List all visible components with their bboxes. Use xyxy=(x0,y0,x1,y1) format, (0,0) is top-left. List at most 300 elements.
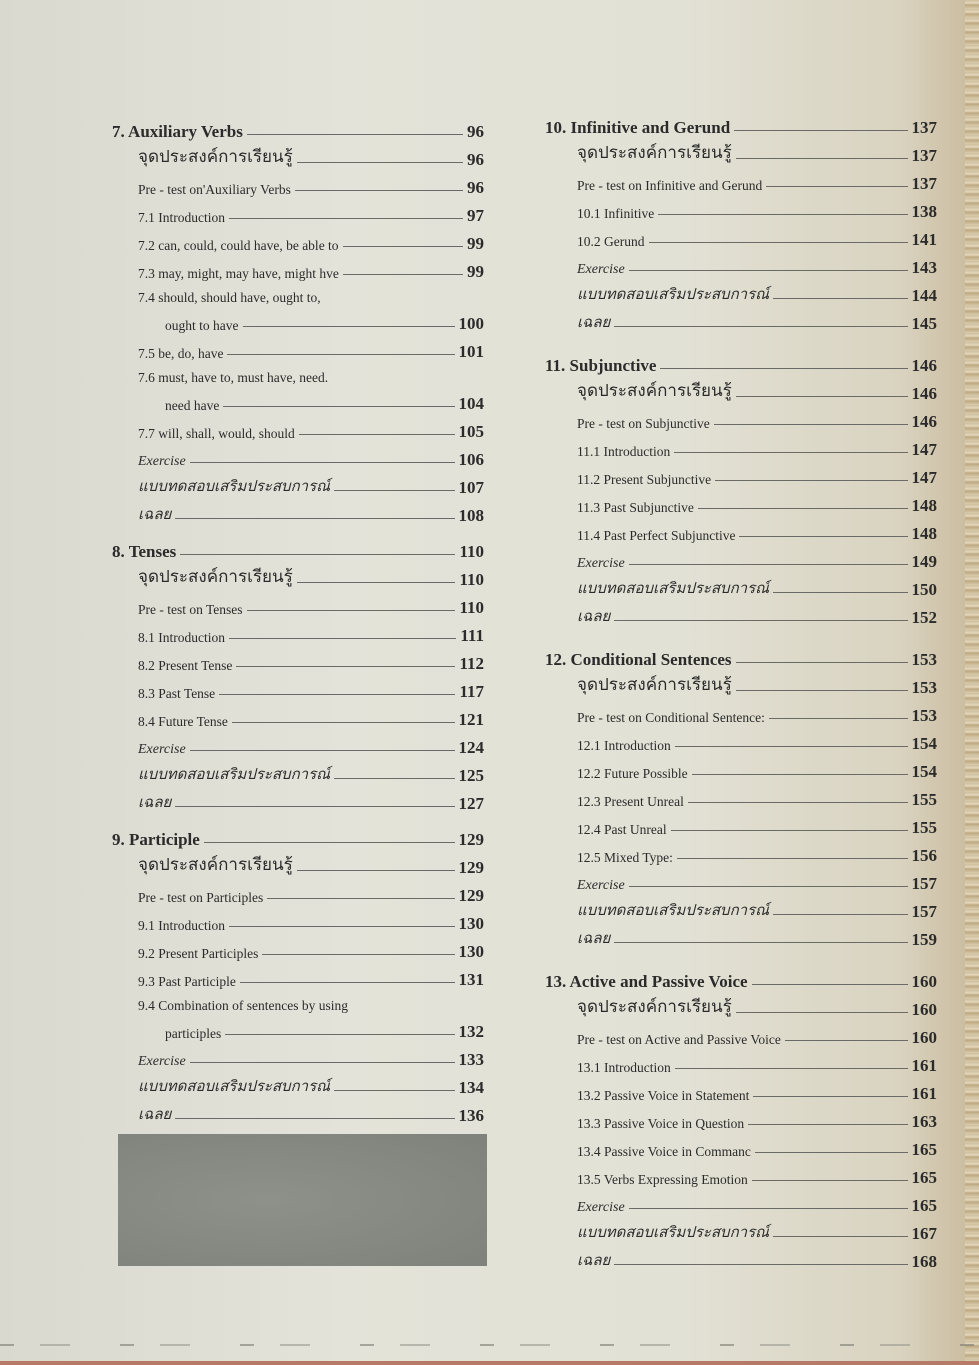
leader-line xyxy=(204,842,455,843)
page-number: 153 xyxy=(911,678,937,697)
page-number: 131 xyxy=(458,970,484,989)
toc-entry[interactable] xyxy=(545,782,937,810)
leader-line xyxy=(698,508,908,509)
page-number: 150 xyxy=(911,580,937,599)
entry-label: 7.4 should, should have, ought to, xyxy=(138,290,321,305)
page-number: 165 xyxy=(911,1168,937,1187)
leader-line xyxy=(766,186,907,187)
page-number: 157 xyxy=(911,902,937,921)
entry-label: เฉลย xyxy=(138,507,172,523)
page-number: 104 xyxy=(458,394,484,413)
chapter-block xyxy=(545,962,937,1272)
page-number: 99 xyxy=(467,262,484,281)
page-number: 96 xyxy=(467,178,484,197)
chapter-block xyxy=(545,108,937,334)
toc-entry[interactable] xyxy=(545,600,937,628)
toc-entry[interactable] xyxy=(545,1244,937,1272)
leader-line xyxy=(736,662,908,663)
entry-label: 8. Tenses xyxy=(112,542,177,561)
entry-label: Exercise xyxy=(577,1200,625,1215)
entry-label: แบบทดสอบเสริมประสบการณ์ xyxy=(577,287,770,303)
toc-entry[interactable] xyxy=(545,838,937,866)
page-number: 156 xyxy=(911,846,937,865)
leader-line xyxy=(660,368,907,369)
page-number: 129 xyxy=(458,886,484,905)
toc-entry[interactable] xyxy=(112,1098,484,1126)
page-number: 159 xyxy=(911,930,937,949)
leader-line xyxy=(753,1096,907,1097)
entry-label: จุดประสงค์การเรียนรู้ xyxy=(138,855,293,874)
page-number: 133 xyxy=(458,1050,484,1069)
entry-label: Pre - test on Tenses xyxy=(138,602,243,617)
page-number: 168 xyxy=(911,1252,937,1271)
toc-entry[interactable] xyxy=(545,544,937,572)
leader-line xyxy=(748,1124,907,1125)
page-number: 145 xyxy=(911,314,937,333)
toc-entry[interactable] xyxy=(545,1216,937,1244)
page-number: 153 xyxy=(911,706,937,725)
entry-label: เฉลย xyxy=(138,1107,172,1123)
toc-entry[interactable] xyxy=(112,850,484,878)
page-number: 138 xyxy=(911,202,937,221)
toc-entry[interactable] xyxy=(112,702,484,730)
entry-label: Exercise xyxy=(138,742,186,757)
leader-line xyxy=(225,1034,454,1035)
leader-line xyxy=(677,858,908,859)
page-number: 165 xyxy=(911,1140,937,1159)
page-number: 129 xyxy=(458,858,484,877)
leader-line xyxy=(785,1040,908,1041)
toc-entry[interactable] xyxy=(112,786,484,814)
leader-line xyxy=(243,326,455,327)
toc-right-column xyxy=(545,108,937,1284)
page-number: 161 xyxy=(911,1056,937,1075)
page-edge xyxy=(965,0,979,1365)
toc-entry[interactable] xyxy=(112,562,484,590)
leader-line xyxy=(614,1264,907,1265)
leader-line xyxy=(262,954,454,955)
entry-label: 11.1 Introduction xyxy=(577,444,671,459)
entry-label: 11.2 Present Subjunctive xyxy=(577,472,712,487)
toc-entry[interactable] xyxy=(112,590,484,618)
chapter-block xyxy=(545,346,937,628)
page-number: 137 xyxy=(911,174,937,193)
toc-entry[interactable] xyxy=(545,754,937,782)
leader-line xyxy=(299,434,455,435)
leader-line xyxy=(752,984,908,985)
leader-line xyxy=(614,620,907,621)
page-number: 105 xyxy=(458,422,484,441)
leader-line xyxy=(175,1118,454,1119)
toc-entry[interactable] xyxy=(545,894,937,922)
entry-label: need have xyxy=(165,398,220,413)
page-number: 154 xyxy=(911,762,937,781)
leader-line xyxy=(675,1068,908,1069)
toc-entry[interactable] xyxy=(112,1070,484,1098)
toc-entry[interactable] xyxy=(112,906,484,934)
entry-label: แบบทดสอบเสริมประสบการณ์ xyxy=(138,1079,331,1095)
page-number: 130 xyxy=(458,914,484,933)
leader-line xyxy=(229,638,456,639)
toc-entry[interactable] xyxy=(545,138,937,166)
leader-line xyxy=(674,452,907,453)
toc-entry[interactable] xyxy=(112,414,484,442)
leader-line xyxy=(629,564,908,565)
entry-label: 13. Active and Passive Voice xyxy=(545,972,748,991)
chapter-block xyxy=(112,820,484,1126)
toc-entry[interactable] xyxy=(545,376,937,404)
chapter-block xyxy=(112,112,484,526)
leader-line xyxy=(773,1236,907,1237)
page-number: 110 xyxy=(459,598,484,617)
entry-label: 13.5 Verbs Expressing Emotion xyxy=(577,1172,748,1187)
entry-label: 11.4 Past Perfect Subjunctive xyxy=(577,528,736,543)
toc-entry[interactable] xyxy=(112,618,484,646)
page-number: 97 xyxy=(467,206,484,225)
page-number: 141 xyxy=(911,230,937,249)
toc-entry[interactable] xyxy=(112,142,484,170)
leader-line xyxy=(688,802,908,803)
entry-label: 8.2 Present Tense xyxy=(138,658,233,673)
toc-entry[interactable] xyxy=(545,992,937,1020)
entry-label: จุดประสงค์การเรียนรู้ xyxy=(138,147,293,166)
entry-label: 13.3 Passive Voice in Question xyxy=(577,1116,745,1131)
leader-line xyxy=(773,298,907,299)
toc-entry[interactable] xyxy=(545,1160,937,1188)
entry-label: 9.2 Present Participles xyxy=(138,946,259,961)
entry-label: 11.3 Past Subjunctive xyxy=(577,500,694,515)
toc-entry[interactable] xyxy=(545,1132,937,1160)
page-number: 129 xyxy=(458,830,484,849)
entry-label: 10. Infinitive and Gerund xyxy=(545,118,731,137)
leader-line xyxy=(614,942,907,943)
toc-entry[interactable] xyxy=(545,488,937,516)
page-number: 101 xyxy=(458,342,484,361)
leader-line xyxy=(190,1062,455,1063)
page-number: 167 xyxy=(911,1224,937,1243)
chapter-heading[interactable] xyxy=(112,820,484,850)
entry-label: 13.4 Passive Voice in Commanc xyxy=(577,1144,751,1159)
toc-entry[interactable] xyxy=(545,432,937,460)
leader-line xyxy=(227,354,454,355)
entry-label: 12.1 Introduction xyxy=(577,738,671,753)
page-number: 96 xyxy=(467,122,484,141)
entry-label: จุดประสงค์การเรียนรู้ xyxy=(138,567,293,586)
leader-line xyxy=(343,246,463,247)
toc-entry[interactable] xyxy=(112,198,484,226)
toc-entry-line1[interactable] xyxy=(112,990,484,1014)
toc-entry[interactable] xyxy=(112,226,484,254)
toc-entry[interactable] xyxy=(545,194,937,222)
page-number: 148 xyxy=(911,496,937,515)
entry-label: 13.1 Introduction xyxy=(577,1060,671,1075)
toc-entry[interactable] xyxy=(112,962,484,990)
page-number: 160 xyxy=(911,972,937,991)
entry-label: 11. Subjunctive xyxy=(545,356,657,375)
leader-line xyxy=(223,406,454,407)
entry-label: 8.4 Future Tense xyxy=(138,714,228,729)
toc-entry[interactable] xyxy=(112,1014,484,1042)
leader-line xyxy=(752,1180,908,1181)
page-number: 108 xyxy=(458,506,484,525)
leader-line xyxy=(190,462,455,463)
entry-label: แบบทดสอบเสริมประสบการณ์ xyxy=(138,479,331,495)
page-number: 110 xyxy=(459,542,484,561)
page-number: 112 xyxy=(459,654,484,673)
page-number: 137 xyxy=(911,146,937,165)
leader-line xyxy=(736,396,908,397)
toc-entry[interactable] xyxy=(112,646,484,674)
entry-label: จุดประสงค์การเรียนรู้ xyxy=(577,997,732,1016)
leader-line xyxy=(190,750,455,751)
entry-label: 7.2 can, could, could have, be able to xyxy=(138,238,339,253)
entry-label: 10.2 Gerund xyxy=(577,234,645,249)
chapter-heading[interactable] xyxy=(545,346,937,376)
leader-line xyxy=(236,666,455,667)
toc-entry[interactable] xyxy=(545,1104,937,1132)
leader-line xyxy=(297,162,463,163)
chapter-heading[interactable] xyxy=(545,640,937,670)
entry-label: เฉลย xyxy=(577,315,611,331)
leader-line xyxy=(334,1090,454,1091)
page-number: 106 xyxy=(458,450,484,469)
toc-entry[interactable] xyxy=(545,922,937,950)
toc-entry[interactable] xyxy=(545,1048,937,1076)
leader-line xyxy=(715,480,907,481)
page-number: 146 xyxy=(911,412,937,431)
toc-entry[interactable] xyxy=(545,866,937,894)
leader-line xyxy=(297,582,456,583)
leader-line xyxy=(295,190,463,191)
toc-entry[interactable] xyxy=(112,334,484,362)
toc-entry-line1[interactable] xyxy=(112,282,484,306)
leader-line xyxy=(629,1208,908,1209)
leader-line xyxy=(692,774,908,775)
leader-line xyxy=(614,326,907,327)
leader-line xyxy=(773,592,907,593)
page-number: 144 xyxy=(911,286,937,305)
toc-entry[interactable] xyxy=(112,758,484,786)
entry-label: Pre - test on Participles xyxy=(138,890,264,905)
entry-label: 12.3 Present Unreal xyxy=(577,794,684,809)
leader-line xyxy=(739,536,907,537)
toc-entry[interactable] xyxy=(545,460,937,488)
toc-entry[interactable] xyxy=(545,250,937,278)
chapter-heading[interactable] xyxy=(545,108,937,138)
page-number: 155 xyxy=(911,818,937,837)
toc-entry[interactable] xyxy=(545,1076,937,1104)
bottom-strip xyxy=(0,1361,979,1365)
page-number: 146 xyxy=(911,356,937,375)
entry-label: เฉลย xyxy=(138,795,172,811)
entry-label: จุดประสงค์การเรียนรู้ xyxy=(577,381,732,400)
page-number: 125 xyxy=(458,766,484,785)
leader-line xyxy=(755,1152,908,1153)
entry-label: ought to have xyxy=(165,318,239,333)
toc-entry[interactable] xyxy=(545,404,937,432)
toc-entry[interactable] xyxy=(112,934,484,962)
toc-left-column xyxy=(112,112,484,1132)
chapter-block xyxy=(545,640,937,950)
leader-line xyxy=(734,130,907,131)
page-number: 137 xyxy=(911,118,937,137)
toc-entry[interactable] xyxy=(112,470,484,498)
leader-line xyxy=(714,424,908,425)
page-number: 136 xyxy=(458,1106,484,1125)
leader-line xyxy=(267,898,454,899)
leader-line xyxy=(240,982,455,983)
toc-entry[interactable] xyxy=(112,170,484,198)
page-number: 155 xyxy=(911,790,937,809)
leader-line xyxy=(629,886,908,887)
page-number: 130 xyxy=(458,942,484,961)
entry-label: 7.7 will, shall, would, should xyxy=(138,426,295,441)
entry-label: แบบทดสอบเสริมประสบการณ์ xyxy=(577,1225,770,1241)
entry-label: 13.2 Passive Voice in Statement xyxy=(577,1088,750,1103)
toc-entry[interactable] xyxy=(112,730,484,758)
toc-entry[interactable] xyxy=(112,442,484,470)
leader-line xyxy=(736,158,908,159)
entry-label: 12.5 Mixed Type: xyxy=(577,850,673,865)
entry-label: Exercise xyxy=(138,454,186,469)
page-number: 146 xyxy=(911,384,937,403)
leader-line xyxy=(247,610,456,611)
toc-entry[interactable] xyxy=(545,222,937,250)
bottom-rule xyxy=(0,1344,979,1346)
page-number: 154 xyxy=(911,734,937,753)
page-number: 107 xyxy=(458,478,484,497)
leader-line xyxy=(671,830,908,831)
toc-entry[interactable] xyxy=(112,254,484,282)
page-number: 134 xyxy=(458,1078,484,1097)
entry-label: 9.1 Introduction xyxy=(138,918,225,933)
entry-label: participles xyxy=(165,1026,222,1041)
toc-entry[interactable] xyxy=(112,878,484,906)
toc-entry[interactable] xyxy=(545,166,937,194)
entry-label: Pre - test on Infinitive and Gerund xyxy=(577,178,763,193)
entry-label: จุดประสงค์การเรียนรู้ xyxy=(577,143,732,162)
page-number: 132 xyxy=(458,1022,484,1041)
leader-line xyxy=(736,690,908,691)
leader-line xyxy=(343,274,463,275)
leader-line xyxy=(175,806,454,807)
entry-label: แบบทดสอบเสริมประสบการณ์ xyxy=(577,903,770,919)
toc-entry[interactable] xyxy=(545,306,937,334)
chapter-heading[interactable] xyxy=(545,962,937,992)
leader-line xyxy=(219,694,455,695)
page-number: 147 xyxy=(911,468,937,487)
entry-label: แบบทดสอบเสริมประสบการณ์ xyxy=(577,581,770,597)
leader-line xyxy=(675,746,908,747)
entry-label: 8.1 Introduction xyxy=(138,630,225,645)
page-number: 121 xyxy=(458,710,484,729)
entry-label: 9. Participle xyxy=(112,830,200,849)
page-number: 149 xyxy=(911,552,937,571)
entry-label: แบบทดสอบเสริมประสบการณ์ xyxy=(138,767,331,783)
leader-line xyxy=(175,518,454,519)
entry-label: 9.4 Combination of sentences by using xyxy=(138,998,348,1013)
toc-entry[interactable] xyxy=(545,1020,937,1048)
toc-entry[interactable] xyxy=(545,278,937,306)
entry-label: เฉลย xyxy=(577,609,611,625)
page-number: 111 xyxy=(460,626,484,645)
leader-line xyxy=(229,218,463,219)
page-number: 147 xyxy=(911,440,937,459)
toc-entry[interactable] xyxy=(545,516,937,544)
entry-label: 7. Auxiliary Verbs xyxy=(112,122,243,141)
entry-label: 8.3 Past Tense xyxy=(138,686,216,701)
chapter-heading[interactable] xyxy=(112,112,484,142)
entry-label: Pre - test on Subjunctive xyxy=(577,416,710,431)
page-number: 143 xyxy=(911,258,937,277)
entry-label: 10.1 Infinitive xyxy=(577,206,655,221)
toc-entry[interactable] xyxy=(112,306,484,334)
leader-line xyxy=(232,722,455,723)
entry-label: จุดประสงค์การเรียนรู้ xyxy=(577,675,732,694)
entry-label: Exercise xyxy=(138,1054,186,1069)
entry-label: 9.3 Past Participle xyxy=(138,974,236,989)
entry-label: เฉลย xyxy=(577,931,611,947)
entry-label: 7.6 must, have to, must have, need. xyxy=(138,370,329,385)
entry-label: 12. Conditional Sentences xyxy=(545,650,732,669)
page-number: 163 xyxy=(911,1112,937,1131)
gray-box-placeholder xyxy=(118,1134,487,1266)
page-number: 153 xyxy=(911,650,937,669)
toc-entry[interactable] xyxy=(545,572,937,600)
page-number: 160 xyxy=(911,1000,937,1019)
page-number: 99 xyxy=(467,234,484,253)
page-number: 152 xyxy=(911,608,937,627)
toc-entry[interactable] xyxy=(545,810,937,838)
entry-label: Exercise xyxy=(577,262,625,277)
chapter-block xyxy=(112,532,484,814)
page-number: 165 xyxy=(911,1196,937,1215)
page-number: 161 xyxy=(911,1084,937,1103)
leader-line xyxy=(629,270,908,271)
page-number: 100 xyxy=(458,314,484,333)
leader-line xyxy=(334,490,454,491)
leader-line xyxy=(736,1012,908,1013)
toc-entry[interactable] xyxy=(112,674,484,702)
page-number: 124 xyxy=(458,738,484,757)
toc-entry[interactable] xyxy=(545,726,937,754)
leader-line xyxy=(649,242,908,243)
toc-entry[interactable] xyxy=(112,386,484,414)
entry-label: 7.1 Introduction xyxy=(138,210,225,225)
toc-entry[interactable] xyxy=(112,1042,484,1070)
entry-label: Exercise xyxy=(577,556,625,571)
page-number: 160 xyxy=(911,1028,937,1047)
toc-entry[interactable] xyxy=(545,1188,937,1216)
page-number: 148 xyxy=(911,524,937,543)
entry-label: Pre - test on Conditional Sentence: xyxy=(577,710,765,725)
chapter-heading[interactable] xyxy=(112,532,484,562)
leader-line xyxy=(247,134,463,135)
page-number: 110 xyxy=(459,570,484,589)
entry-label: 12.2 Future Possible xyxy=(577,766,688,781)
toc-entry[interactable] xyxy=(545,698,937,726)
toc-entry[interactable] xyxy=(112,498,484,526)
leader-line xyxy=(334,778,454,779)
entry-label: 7.3 may, might, may have, might hve xyxy=(138,266,339,281)
entry-label: Exercise xyxy=(577,878,625,893)
toc-entry[interactable] xyxy=(545,670,937,698)
toc-entry-line1[interactable] xyxy=(112,362,484,386)
leader-line xyxy=(658,214,907,215)
leader-line xyxy=(229,926,455,927)
leader-line xyxy=(297,870,455,871)
entry-label: Pre - test on Active and Passive Voice xyxy=(577,1032,781,1047)
